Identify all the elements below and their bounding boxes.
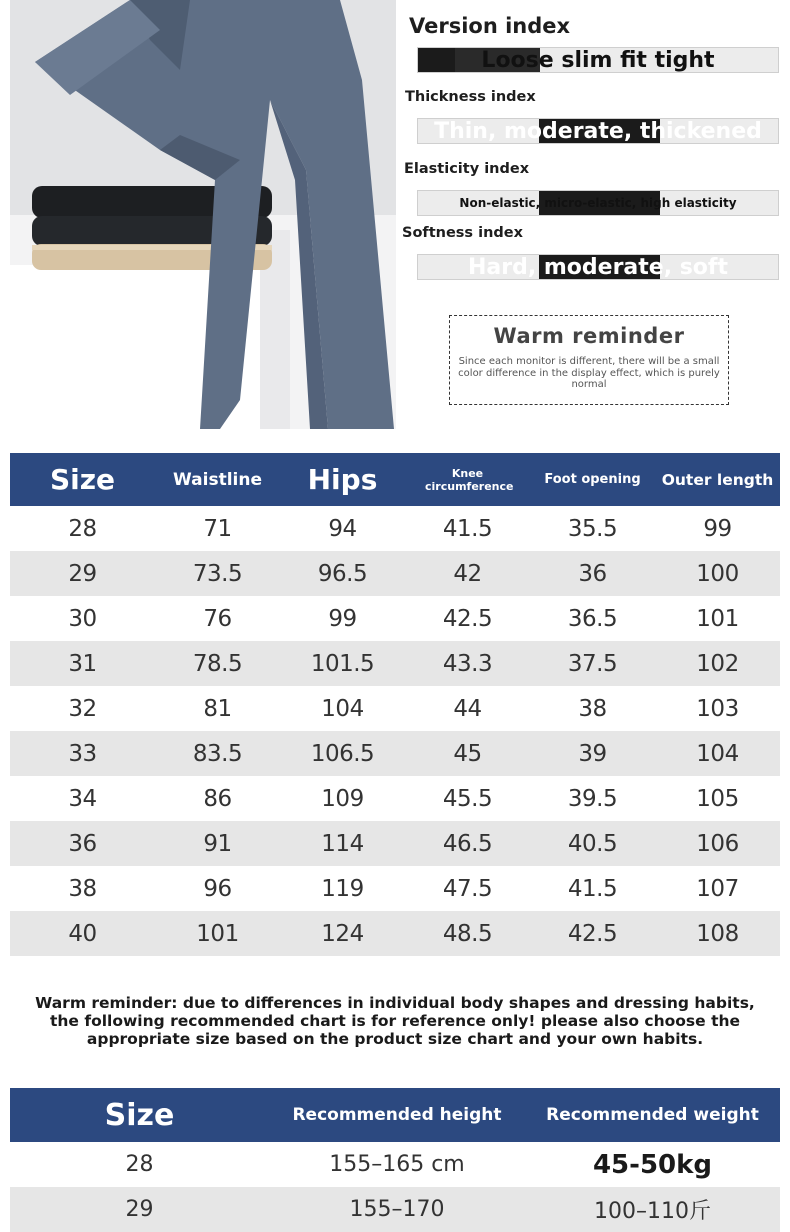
table-row [10,776,780,821]
table-cell: 96.5 [280,551,405,596]
table-cell: 106 [655,821,780,866]
table-cell: 155–170 [269,1187,525,1232]
table-cell: 91 [155,821,280,866]
size-table [10,453,780,956]
table-cell: 41.5 [442,515,493,542]
table-cell: 155–165 cm [329,1152,465,1177]
table-cell: 36.5 [567,605,618,632]
table-cell: 30 [68,605,97,632]
table-cell: 99 [328,605,357,632]
table-cell: 36 [10,821,155,866]
softness-index-title: Softness index [402,225,523,241]
table-cell: 40 [10,911,155,956]
header-outer-length: Outer length [655,453,780,506]
table-cell: 29 [10,551,155,596]
softness-index-bar [417,254,779,280]
table-cell: 32 [68,695,97,722]
header-rec-weight: Recommended weight [525,1088,780,1142]
table-cell: 107 [696,875,739,902]
table-cell: 109 [321,785,364,812]
table-cell: 39.5 [567,785,618,812]
table-cell: 114 [280,821,405,866]
table-row [10,1187,780,1232]
header-rec-height: Recommended height [269,1088,525,1142]
table-cell: 42.5 [442,605,493,632]
table-cell: 78.5 [155,641,280,686]
table-cell: 100 [655,551,780,596]
table-cell: 100–110斤 [525,1187,780,1232]
table-cell: 36 [530,551,655,596]
header-knee-circumference: Knee circumference [405,453,530,506]
table-row [10,821,780,866]
table-cell: 45.5 [442,785,493,812]
version-index-label: Loose slim fit tight [481,47,715,73]
recommendation-table [10,1088,780,1232]
table-cell: 48.5 [405,911,530,956]
table-row [10,551,780,596]
recommendation-table-header [10,1088,780,1142]
table-cell: 40.5 [530,821,655,866]
product-photo [10,0,396,429]
table-cell: 42 [405,551,530,596]
table-cell: 45-50kg [592,1149,713,1180]
elasticity-index-bar [417,190,779,216]
table-cell: 76 [203,605,232,632]
table-cell: 99 [703,515,732,542]
table-cell: 44 [453,695,482,722]
table-cell: 73.5 [155,551,280,596]
thickness-index-bar [417,118,779,144]
table-row [10,1142,780,1187]
table-cell: 43.3 [405,641,530,686]
thickness-index-title: Thickness index [405,89,536,105]
table-cell: 46.5 [405,821,530,866]
table-cell: 119 [321,875,364,902]
softness-index-label: Hard, moderate, soft [467,254,729,280]
table-cell: 108 [655,911,780,956]
table-cell: 104 [321,695,364,722]
header-foot-opening: Foot opening [530,453,655,506]
header-waistline: Waistline [155,453,280,506]
table-cell: 81 [203,695,232,722]
warm-reminder-box [449,315,729,405]
table-cell: 37.5 [530,641,655,686]
table-cell: 101 [155,911,280,956]
warm-reminder-title: Warm reminder [493,324,685,348]
table-cell: 106.5 [280,731,405,776]
table-row [10,731,780,776]
table-cell: 45 [405,731,530,776]
header-size: Size [10,453,155,506]
table-cell: 101 [696,605,739,632]
table-cell: 28 [68,515,97,542]
recommendation-note: Warm reminder: due to differences in individual body shapes and dressing habits, the following recommended chart is for reference only! please also choose the appropriate size based on the product size chart and your own habits. [35,994,755,1048]
table-cell: 34 [68,785,97,812]
table-cell: 83.5 [155,731,280,776]
table-cell: 71 [203,515,232,542]
elasticity-index-title: Elasticity index [404,161,530,177]
table-cell: 86 [203,785,232,812]
warm-reminder-body: Since each monitor is different, there will be a small color difference in the display effect, which is purely normal [458,356,720,390]
table-cell: 96 [203,875,232,902]
table-cell: 42.5 [530,911,655,956]
elasticity-index-label: Non-elastic, micro-elastic, high elasticity [459,196,737,210]
table-cell: 33 [10,731,155,776]
size-table-header [10,453,780,506]
table-cell: 41.5 [567,875,618,902]
table-cell: 104 [655,731,780,776]
table-row [10,686,780,731]
table-cell: 47.5 [442,875,493,902]
header-rec-size: Size [10,1088,269,1142]
table-row [10,641,780,686]
table-cell: 31 [10,641,155,686]
table-cell: 29 [10,1187,269,1232]
table-cell: 103 [696,695,739,722]
table-row [10,506,780,551]
table-row [10,866,780,911]
table-cell: 28 [125,1152,154,1177]
table-cell: 94 [328,515,357,542]
table-cell: 101.5 [280,641,405,686]
table-cell: 38 [578,695,607,722]
table-cell: 102 [655,641,780,686]
table-cell: 105 [696,785,739,812]
table-row [10,911,780,956]
header-hips: Hips [280,453,405,506]
table-cell: 124 [280,911,405,956]
version-index-bar [417,47,779,73]
table-cell: 35.5 [567,515,618,542]
version-index-title: Version index [409,14,571,38]
table-row [10,596,780,641]
table-cell: 38 [68,875,97,902]
table-cell: 39 [530,731,655,776]
thickness-index-label: Thin, moderate, thickened [434,118,762,144]
